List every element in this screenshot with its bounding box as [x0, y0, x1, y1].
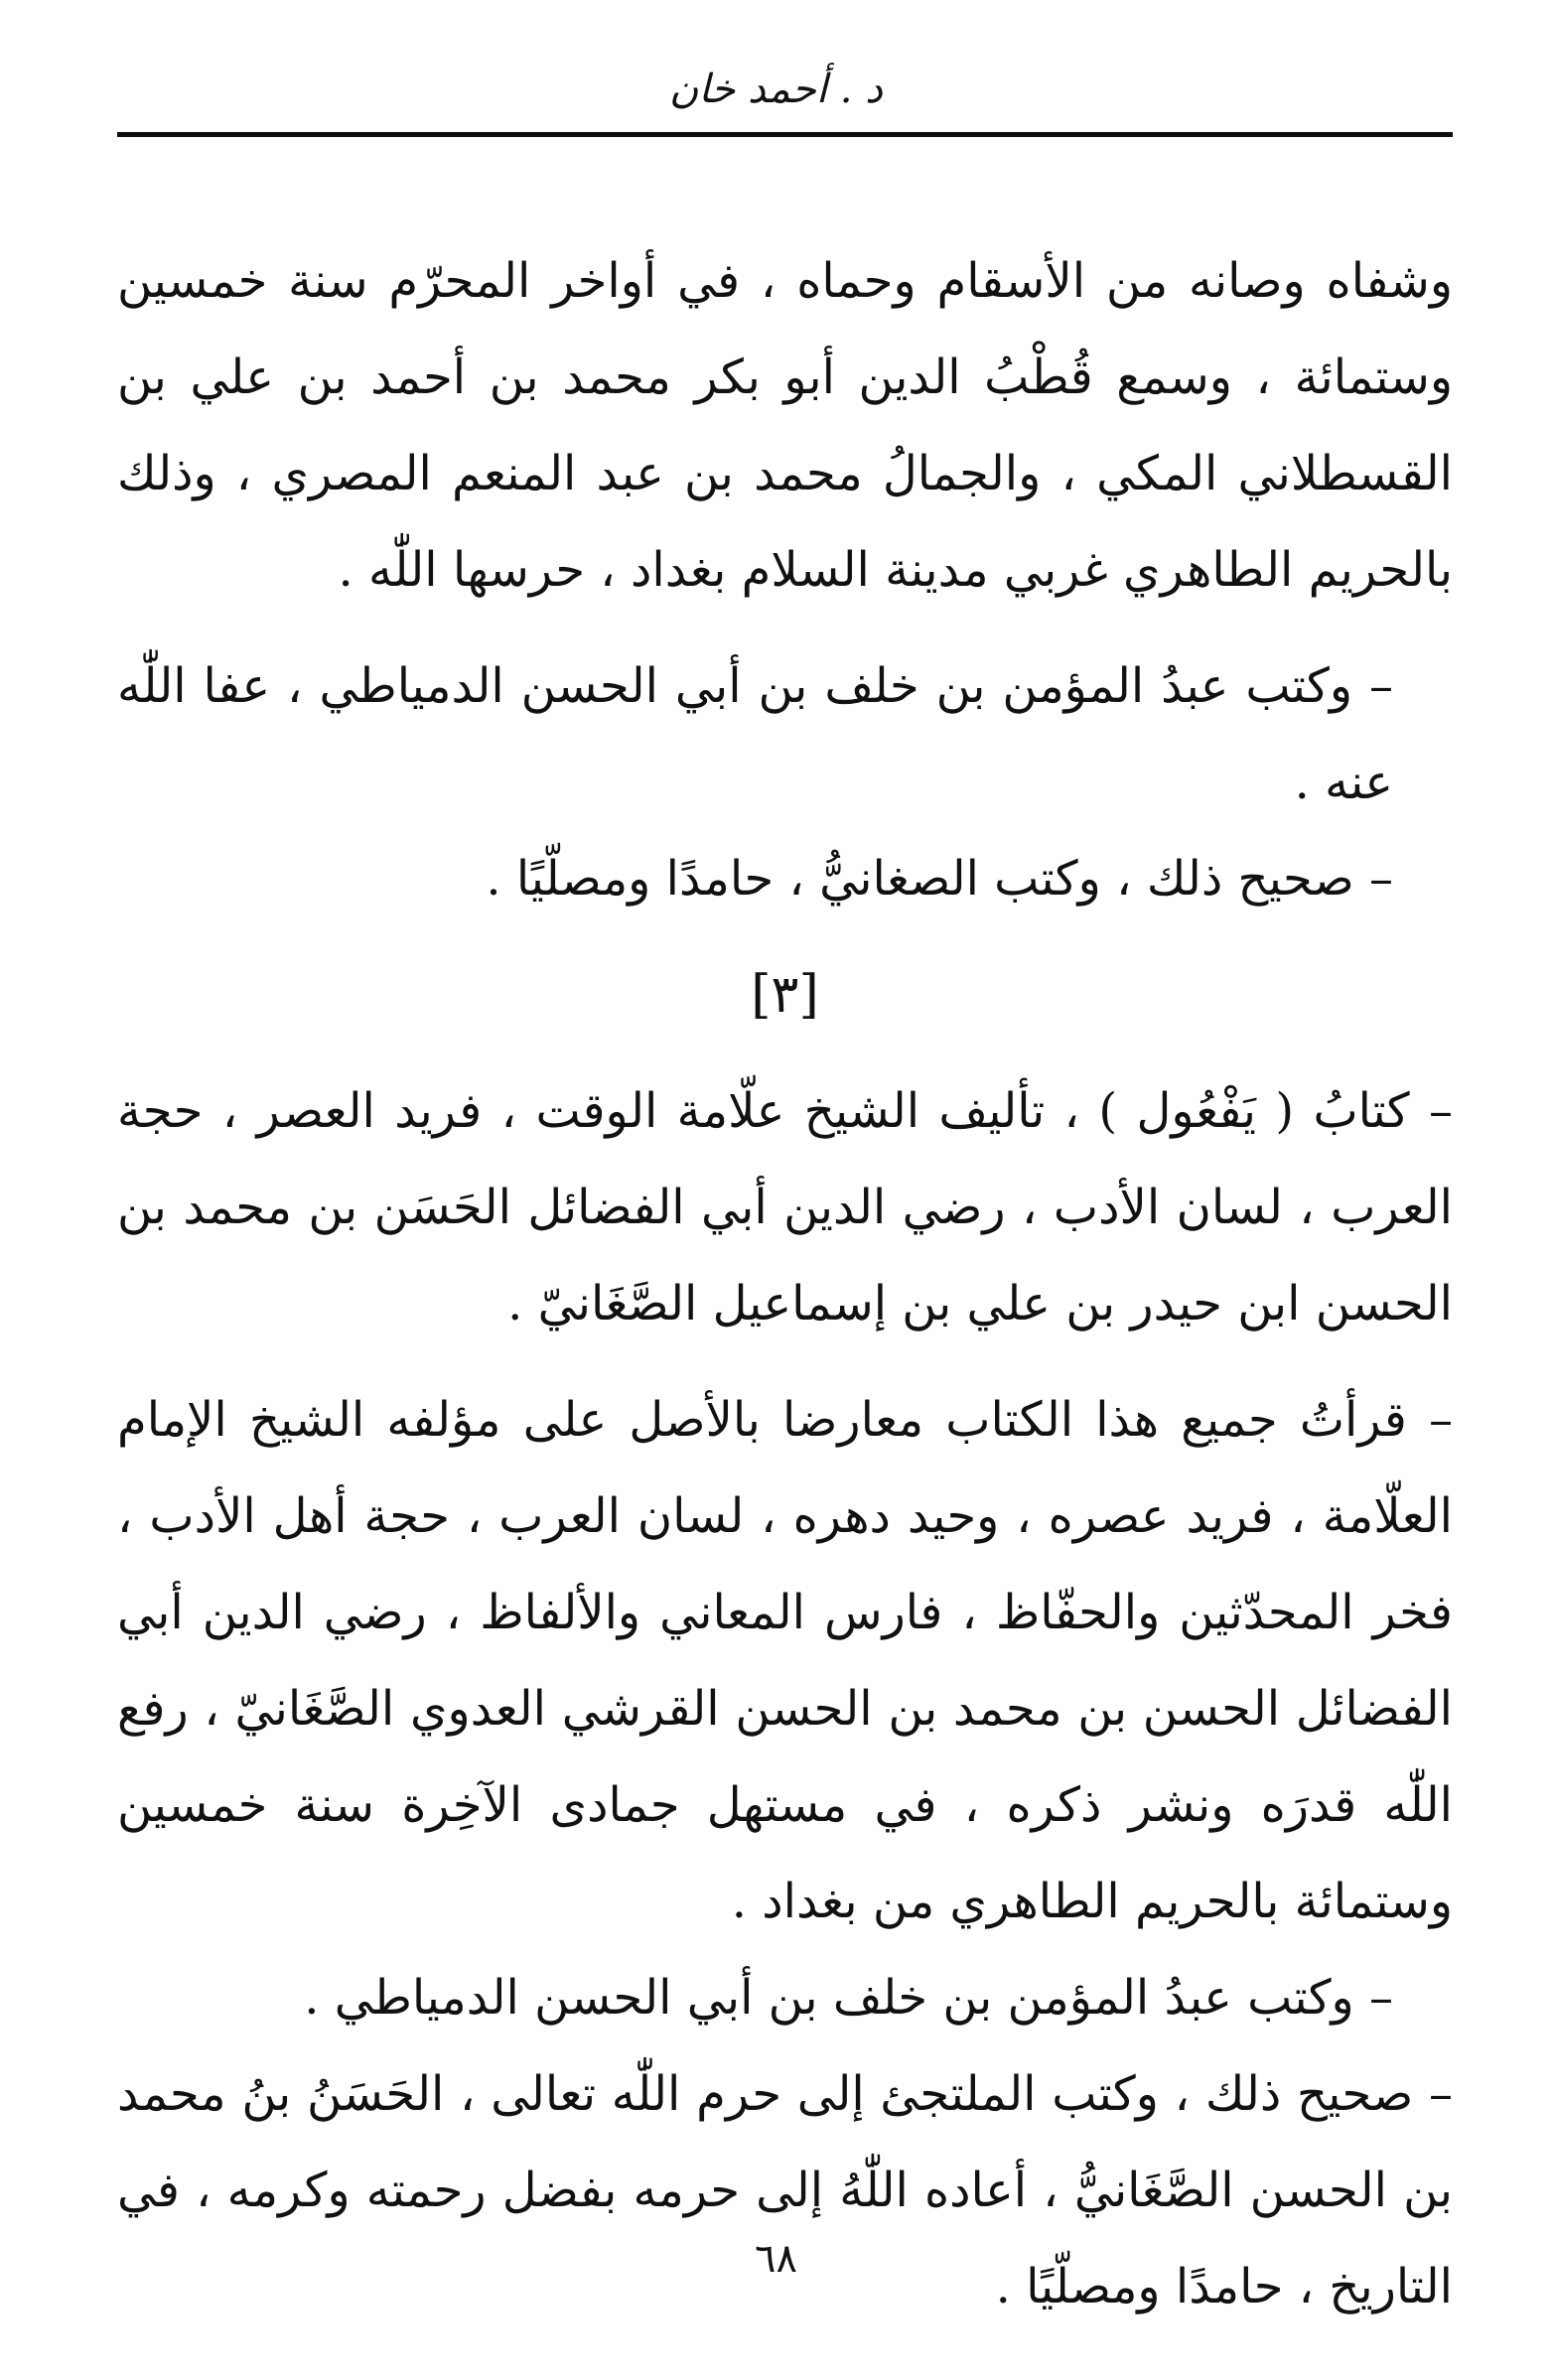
paragraph-6: – وكتب عبدُ المؤمن بن خلف بن أبي الحسن الدمياطي . — [304, 1970, 1393, 2026]
paragraph-5: – قرأتُ جميع هذا الكتاب معارضا بالأصل على مؤلفه الشيخ الإمام العلّامة ، فريد عصره ، وحيد دهره ، لسان العرب ، حجة أهل الأدب ، فخر المحدّثين والحفّاظ ، فارس المعاني والألفاظ ، رضي الدين أبي الفضائل الحسن بن محمد بن الحسن القرشي العدوي الصَّغَانيّ ، رفع اللّٰه قدرَه ونشر ذكره ، في مستهل جمادى الآخِرة سنة خمسين وستمائة بالحريم الطاهري من بغداد . — [117, 1392, 1454, 1929]
header-rule — [117, 132, 1453, 137]
paragraph-3: – صحيح ذلك ، وكتب الصغانيُّ ، حامدًا ومصلّيًا . — [486, 851, 1393, 907]
paragraph-7: – صحيح ذلك ، وكتب الملتجئ إلى حرم اللّٰه تعالى ، الحَسَنُ بنُ محمد بن الحسن الصَّغَانيُّ ، أعاده اللّٰهُ إلى حرمه بفضل رحمته وكرمه ، في التاريخ ، حامدًا ومصلّيًا . — [117, 2066, 1453, 2314]
paragraph-1: وشفاه وصانه من الأسقام وحماه ، في أواخر المحرّم سنة خمسين وستمائة ، وسمع قُطْبُ الدين أبو بكر محمد بن أحمد بن علي بن القسطلاني المكي ، والجمالُ محمد بن عبد المنعم المصري ، وذلك بالحريم الطاهري غربي مدينة السلام بغداد ، حرسها اللّٰه . — [117, 253, 1453, 598]
section-number: [٣] — [751, 965, 819, 1025]
paragraph-2: – وكتب عبدُ المؤمن بن خلف بن أبي الحسن الدمياطي ، عفا اللّٰه عنه . — [117, 658, 1393, 810]
page-number: ٦٨ — [755, 2236, 797, 2282]
running-head-author: د . أحمد خان — [669, 67, 883, 112]
main-text — [117, 233, 1453, 2335]
paragraph-4: – كتابُ ( يَفْعُول ) ، تأليف الشيخ علّامة الوقت ، فريد العصر ، حجة العرب ، لسان الأدب ، رضي الدين أبي الفضائل الحَسَن بن محمد بن الحسن ابن حيدر بن علي بن إسماعيل الصَّغَانيّ . — [117, 1083, 1453, 1331]
